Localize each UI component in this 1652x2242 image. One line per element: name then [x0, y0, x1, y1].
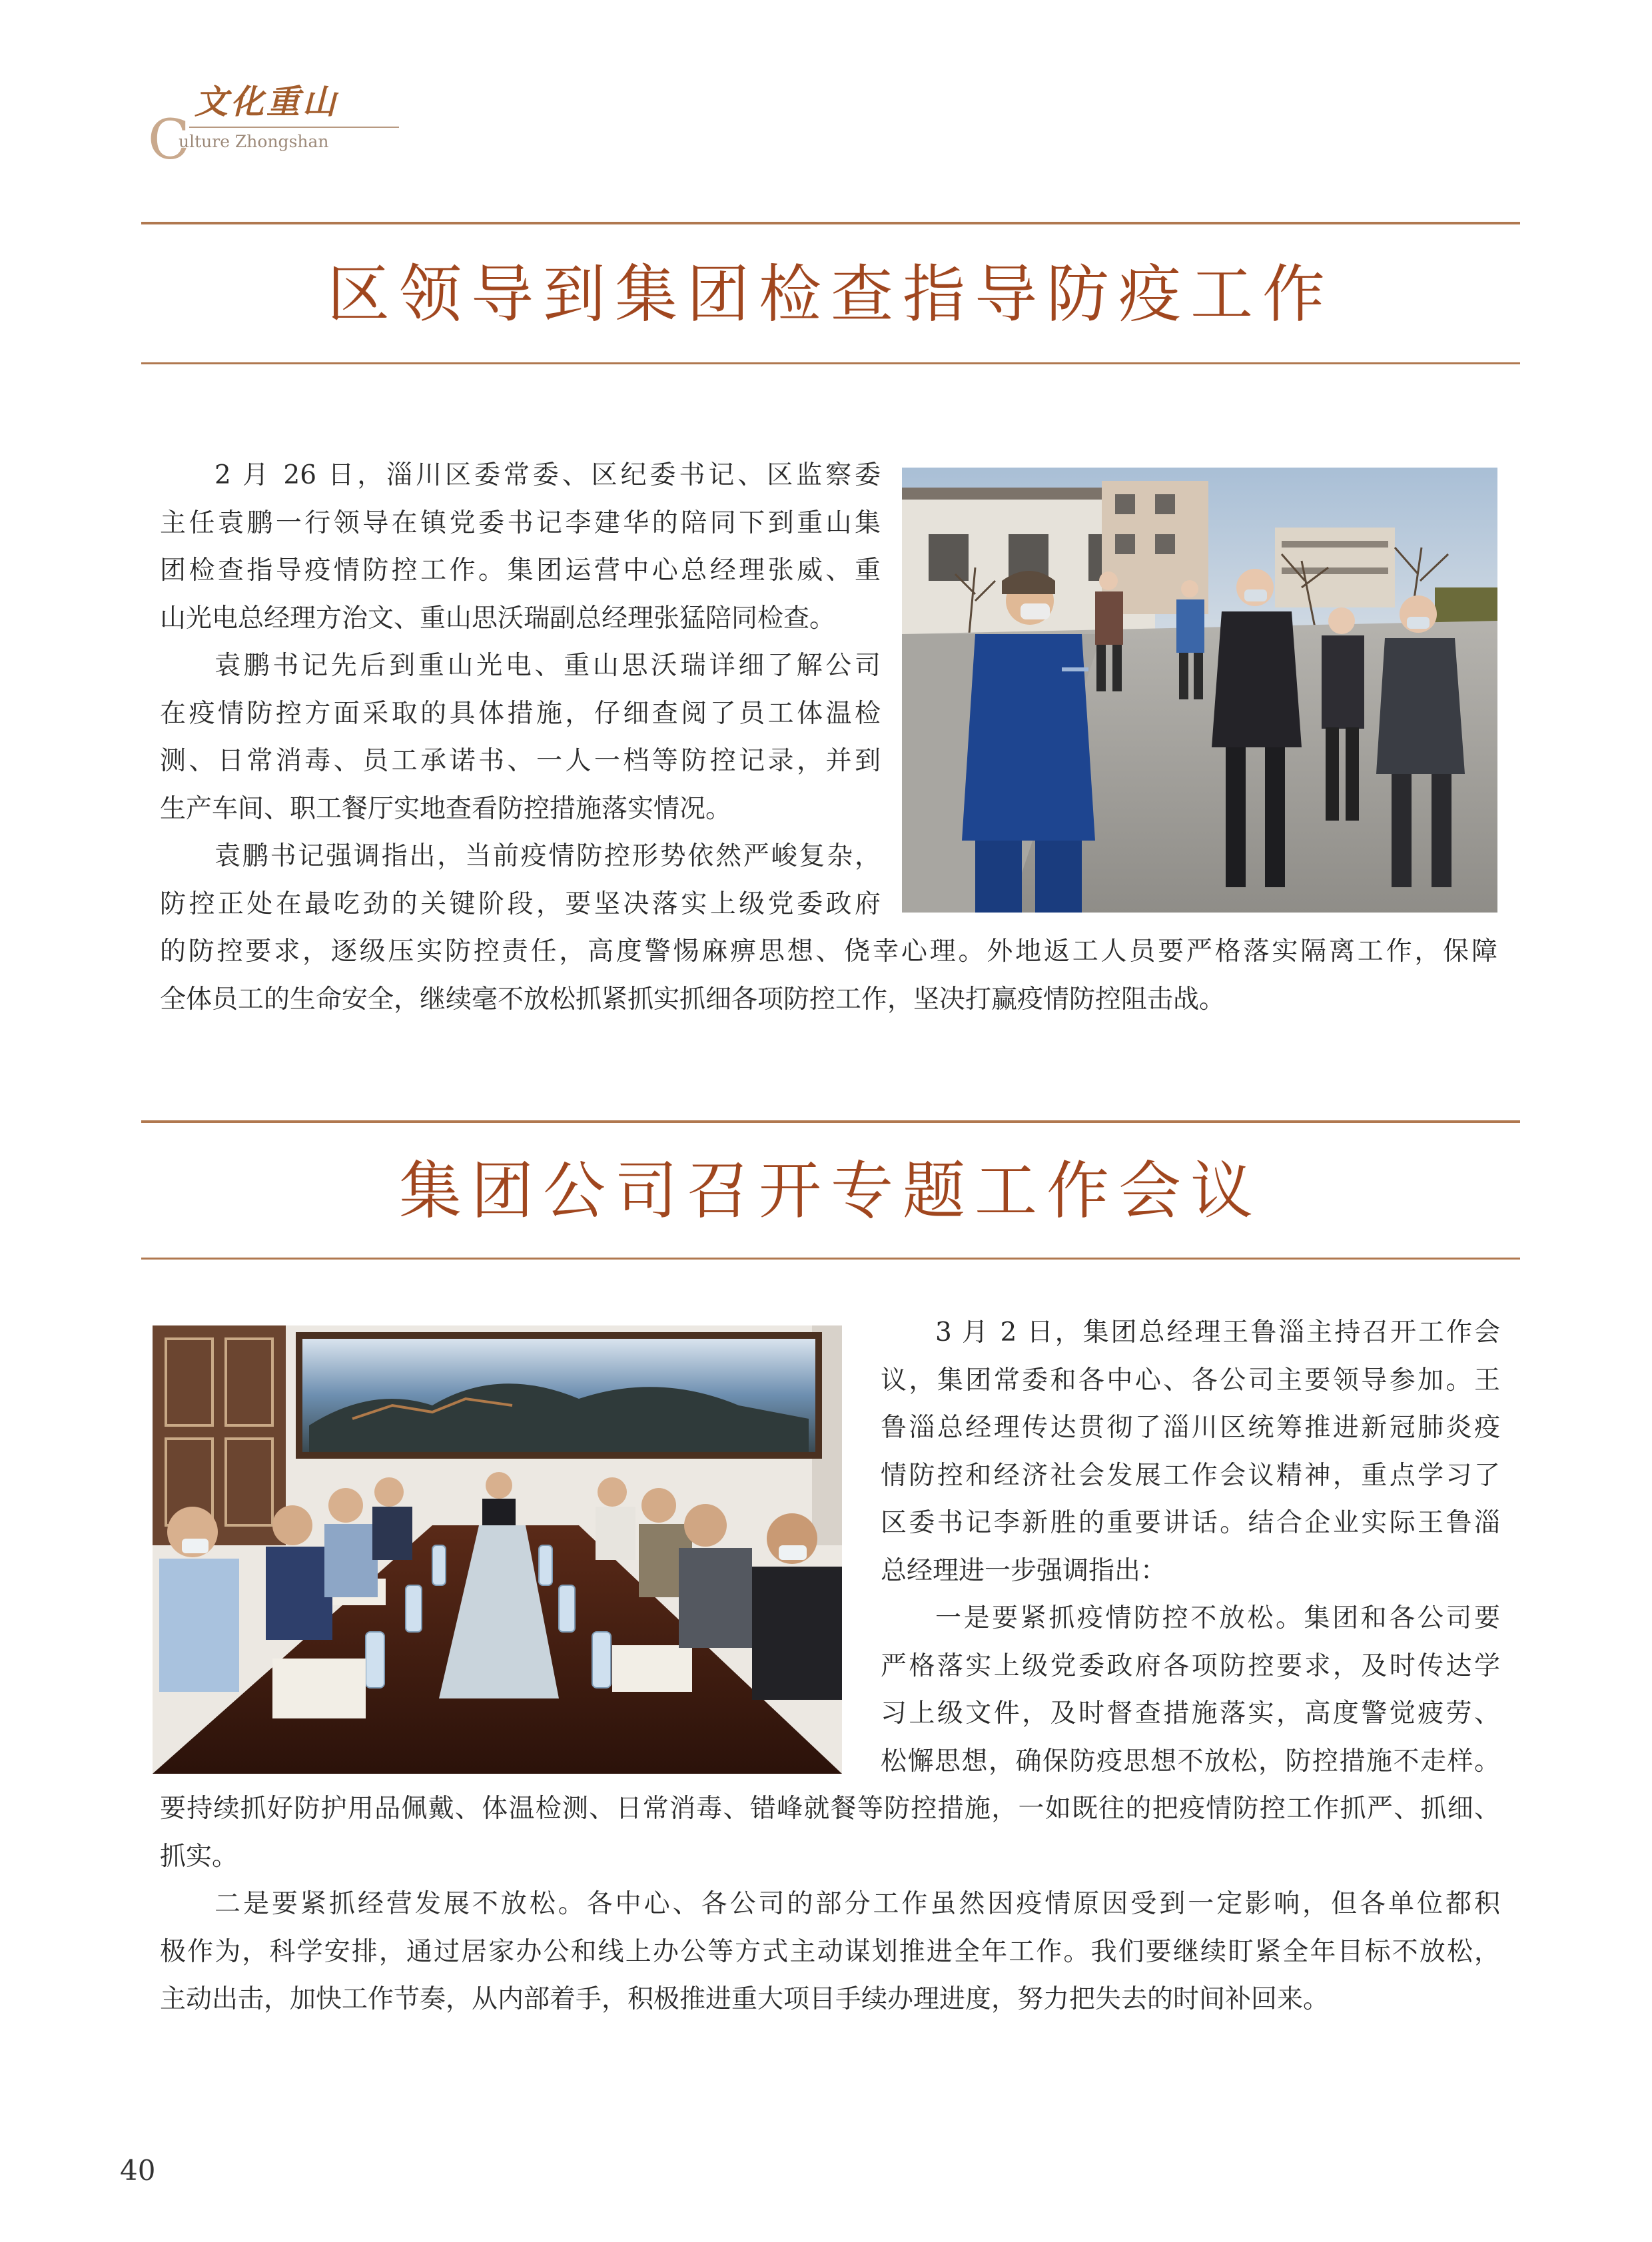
article2-para2-line4: 松懈思想，确保防疫思想不放松，防控措施不走样。: [881, 1746, 1500, 1776]
article1-para1-line3: 团检查指导疫情防控工作。集团运营中心总经理张威、重: [160, 556, 881, 585]
article1-para2-line3: 测、日常消毒、员工承诺书、一人一档等防控记录，并到: [160, 746, 881, 776]
article2-para1-line2: 议，集团常委和各中心、各公司主要领导参加。王: [881, 1365, 1500, 1395]
article2-para2-line2: 严格落实上级党委政府各项防控要求，及时传达学: [881, 1651, 1500, 1681]
masthead-title: 文化重山: [195, 82, 338, 121]
article2-title: 集团公司召开专题工作会议: [398, 1155, 1262, 1228]
article1-para3-line1: 袁鹏书记强调指出，当前疫情防控形势依然严峻复杂，: [214, 841, 881, 871]
article2-para3-line1: 二是要紧抓经营发展不放松。各中心、各公司的部分工作虽然因疫情原因受到一定影响，但各单位都积: [214, 1889, 1500, 1919]
article1-para1-line2: 主任袁鹏一行领导在镇党委书记李建华的陪同下到重山集: [160, 508, 881, 538]
article2-para2-line3: 习上级文件，及时督查措施落实，高度警觉疲劳、: [881, 1698, 1500, 1728]
article2-para1-line5: 区委书记李新胜的重要讲话。结合企业实际王鲁淄: [881, 1508, 1500, 1538]
article2-para1-line4: 情防控和经济社会发展工作会议精神，重点学习了: [881, 1461, 1500, 1491]
inspection-photo: [902, 468, 1497, 913]
article1-top-rule: [141, 222, 1520, 224]
article1-para2-line1: 袁鹏书记先后到重山光电、重山思沃瑞详细了解公司: [214, 651, 881, 681]
masthead-initial: C: [148, 109, 190, 172]
article2-para2-line6: 抓实。: [160, 1842, 238, 1872]
article1-para3-line2: 防控正处在最吃劲的关键阶段，要坚决落实上级党委政府: [160, 889, 881, 919]
article2-para3-line2: 极作为，科学安排，通过居家办公和线上办公等方式主动谋划推进全年工作。我们要继续盯紧全年目标不放松，: [160, 1937, 1500, 1967]
article2-para1-line3: 鲁淄总经理传达贯彻了淄川区统筹推进新冠肺炎疫: [881, 1413, 1500, 1443]
article1-para3-line4: 全体员工的生命安全，继续毫不放松抓紧抓实抓细各项防控工作，坚决打赢疫情防控阻击战。: [160, 984, 1226, 1014]
article1-para1-line1: 2 月 26 日，淄川区委常委、区纪委书记、区监察委: [214, 460, 881, 490]
article1-bottom-rule: [141, 362, 1520, 364]
article2-bottom-rule: [141, 1258, 1520, 1260]
article1-para3-line3: 的防控要求，逐级压实防控责任，高度警惕麻痹思想、侥幸心理。外地返工人员要严格落实隔离工作，保障: [160, 936, 1497, 966]
article2-para1-line1: 3 月 2 日，集团总经理王鲁淄主持召开工作会: [935, 1317, 1500, 1347]
article1-title: 区领导到集团检查指导防疫工作: [326, 258, 1334, 331]
article1-para1-line4: 山光电总经理方治文、重山思沃瑞副总经理张猛陪同检查。: [160, 603, 836, 633]
article2-para2-line5: 要持续抓好防护用品佩戴、体温检测、日常消毒、错峰就餐等防控措施，一如既往的把疫情防控工作抓严、抓细、: [160, 1794, 1500, 1824]
masthead-line: [189, 127, 399, 128]
article2-para3-line3: 主动出击，加快工作节奏，从内部着手，积极推进重大项目手续办理进度，努力把失去的时间补回来。: [160, 1984, 1330, 2014]
article2-para2-line1: 一是要紧抓疫情防控不放松。集团和各公司要: [935, 1603, 1500, 1633]
article2-top-rule: [141, 1120, 1520, 1123]
article1-para2-line2: 在疫情防控方面采取的具体措施，仔细查阅了员工体温检: [160, 699, 881, 729]
article2-para1-line6: 总经理进一步强调指出：: [881, 1556, 1167, 1586]
meeting-photo: [153, 1325, 842, 1774]
article1-para2-line4: 生产车间、职工餐厅实地查看防控措施落实情况。: [160, 794, 732, 824]
masthead-subtitle: ulture Zhongshan: [179, 132, 329, 151]
page-number: 40: [120, 2154, 156, 2187]
